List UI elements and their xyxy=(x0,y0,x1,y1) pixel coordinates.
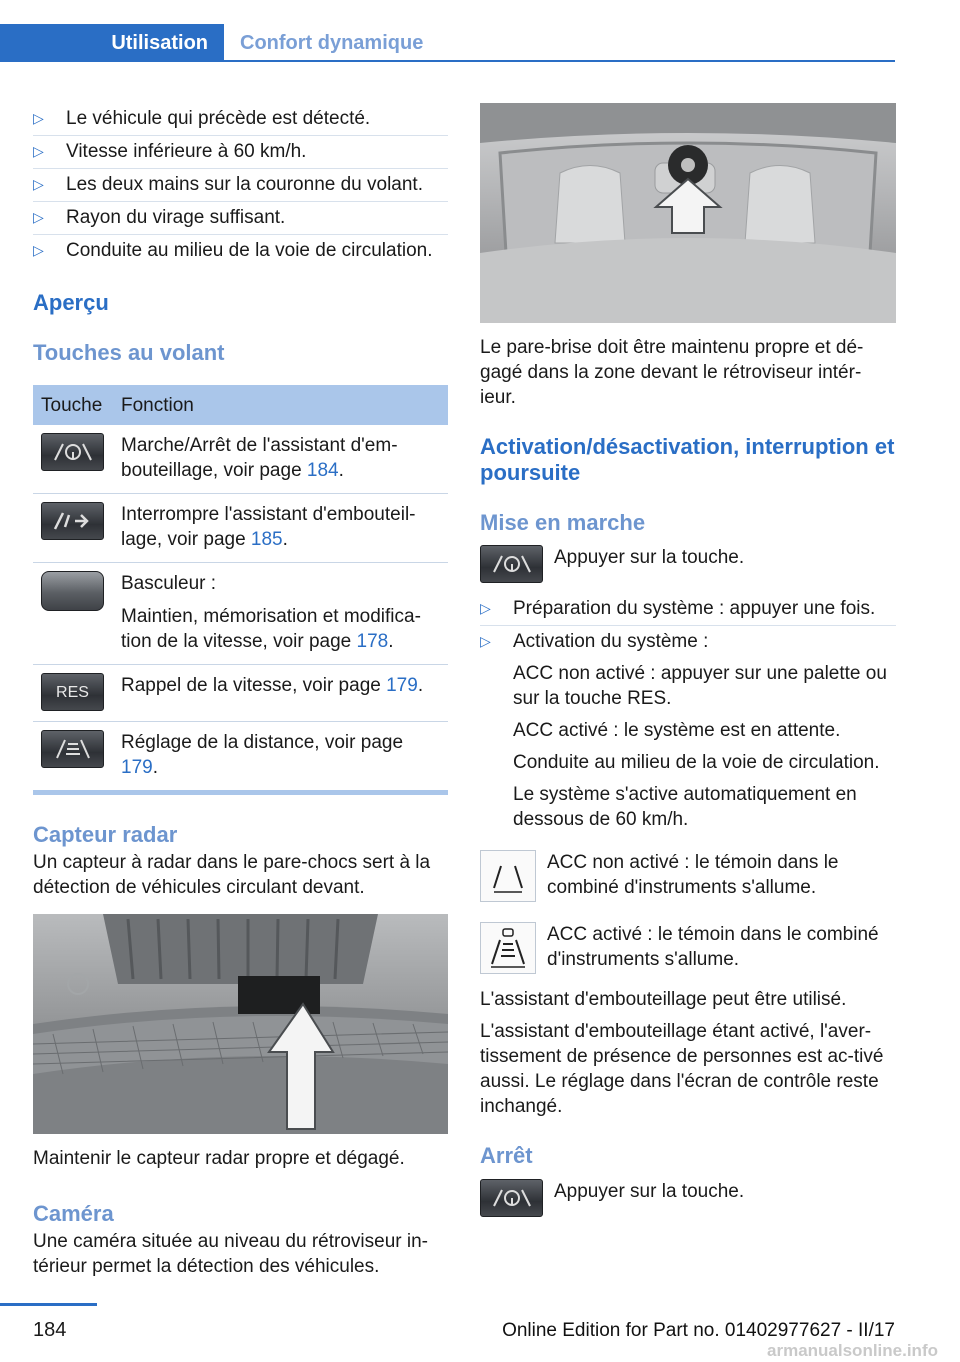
list-item: ▷ Conduite au milieu de la voie de circulation. xyxy=(33,240,433,261)
keys-table xyxy=(33,385,448,795)
page-link[interactable]: 184 xyxy=(306,460,339,481)
list-item: ▷ Vitesse inférieure à 60 km/h. xyxy=(33,136,448,169)
acc-on-off-button-icon xyxy=(480,1179,543,1217)
col-header-touche: Touche xyxy=(33,385,113,425)
acc-inactive-indicator-icon xyxy=(480,850,536,902)
acc-active-indicator-icon xyxy=(480,922,536,974)
paragraph: Maintenir le capteur radar propre et dégagé. xyxy=(33,1148,405,1169)
distance-button-icon xyxy=(41,730,104,768)
heading-mise-en-marche: Mise en marche xyxy=(480,510,646,535)
page-number: 184 xyxy=(33,1319,67,1341)
heading-touches: Touches au volant xyxy=(33,340,225,365)
heading-apercu: Aperçu xyxy=(33,290,109,315)
table-header-row xyxy=(33,385,448,425)
edition-note: Online Edition for Part no. 01402977627 - II/17 xyxy=(502,1320,895,1341)
list-item: ▷ Rayon du virage suffisant. xyxy=(33,202,448,235)
left-column xyxy=(33,103,448,1279)
triangle-bullet-icon: ▷ xyxy=(33,110,44,126)
list-item: ▷ Préparation du système : appuyer une fois. xyxy=(480,593,896,626)
table-row: Basculeur : Maintien, mémorisation et modifica-tion de la vitesse, voir page 178. xyxy=(33,563,448,665)
table-row: Interrompre l'assistant d'embouteil-lage, voir page 185. xyxy=(33,494,448,563)
triangle-bullet-icon: ▷ xyxy=(33,209,44,225)
camera-mirror-photo xyxy=(480,103,896,323)
list-item: ▷ Les deux mains sur la couronne du volant. xyxy=(33,169,448,202)
header-rule xyxy=(224,60,895,62)
heading-camera: Caméra xyxy=(33,1201,114,1226)
table-row: Marche/Arrêt de l'assistant d'em-bouteillage, voir page 184. xyxy=(33,425,448,494)
col-header-fonction: Fonction xyxy=(113,385,448,425)
table-row: Réglage de la distance, voir page 179. xyxy=(33,722,448,793)
right-column xyxy=(480,103,896,1217)
page-header xyxy=(0,24,895,62)
footer-rule xyxy=(0,1303,97,1306)
triangle-bullet-icon: ▷ xyxy=(33,176,44,192)
conditions-list xyxy=(33,103,448,267)
heading-activation: Activation/désactivation, interruption et poursuite xyxy=(480,434,895,485)
list-item: ▷ Activation du système : ACC non activé : appuyer sur une palette ou sur la touche RES. ACC activé : le système est en attente. Conduite au milieu de la voie de circulation. Le système s'active automatiquement en dessous de 60 km/h. xyxy=(480,631,887,830)
triangle-bullet-icon: ▷ xyxy=(33,143,44,159)
press-button-row: Appuyer sur la touche. xyxy=(480,1179,896,1217)
press-button-row: Appuyer sur la touche. xyxy=(480,545,896,583)
page-link[interactable]: 178 xyxy=(356,631,389,652)
res-button-icon: RES xyxy=(41,673,104,711)
paragraph: L'assistant d'embouteillage étant activé, l'aver-tissement de présence de personnes est ac-tivé aussi. Le réglage dans l'écran de contrôle reste inchangé. xyxy=(480,1021,884,1117)
page-link[interactable]: 179 xyxy=(386,675,418,696)
triangle-bullet-icon: ▷ xyxy=(480,633,491,649)
section-tab-utilisation[interactable]: Utilisation xyxy=(0,24,224,62)
interrupt-assist-button-icon xyxy=(41,502,104,540)
paragraph: Un capteur à radar dans le pare-chocs sert à la détection de véhicules circulant devant. xyxy=(33,852,431,898)
radar-sensor-photo xyxy=(33,914,448,1134)
paragraph: Le pare-brise doit être maintenu propre et dé-gagé dans la zone devant le rétroviseur intér-ieur. xyxy=(480,337,864,408)
indicator-row: ACC activé : le témoin dans le combiné d'instruments s'allume. xyxy=(480,922,896,974)
paragraph: Une caméra située au niveau du rétroviseur in-térieur permet la détection des véhicules. xyxy=(33,1231,428,1277)
heading-arret: Arrêt xyxy=(480,1143,533,1168)
section-tab-confort[interactable]: Confort dynamique xyxy=(240,31,424,54)
indicator-row: ACC non activé : le témoin dans le combiné d'instruments s'allume. xyxy=(480,850,896,902)
acc-on-off-button-icon xyxy=(41,433,104,471)
list-item: ▷ Le véhicule qui précède est détecté. xyxy=(33,103,448,136)
page-link[interactable]: 185 xyxy=(250,529,283,550)
page-link[interactable]: 179 xyxy=(121,757,153,778)
triangle-bullet-icon: ▷ xyxy=(33,242,44,258)
activation-steps-list xyxy=(480,593,896,836)
rocker-switch-icon xyxy=(41,571,104,611)
table-row: RES Rappel de la vitesse, voir page 179. xyxy=(33,665,448,722)
heading-capteur: Capteur radar xyxy=(33,822,178,847)
watermark: armanualsonline.info xyxy=(767,1341,938,1360)
acc-on-off-button-icon xyxy=(480,545,543,583)
paragraph: L'assistant d'embouteillage peut être utilisé. xyxy=(480,989,847,1010)
triangle-bullet-icon: ▷ xyxy=(480,600,491,616)
